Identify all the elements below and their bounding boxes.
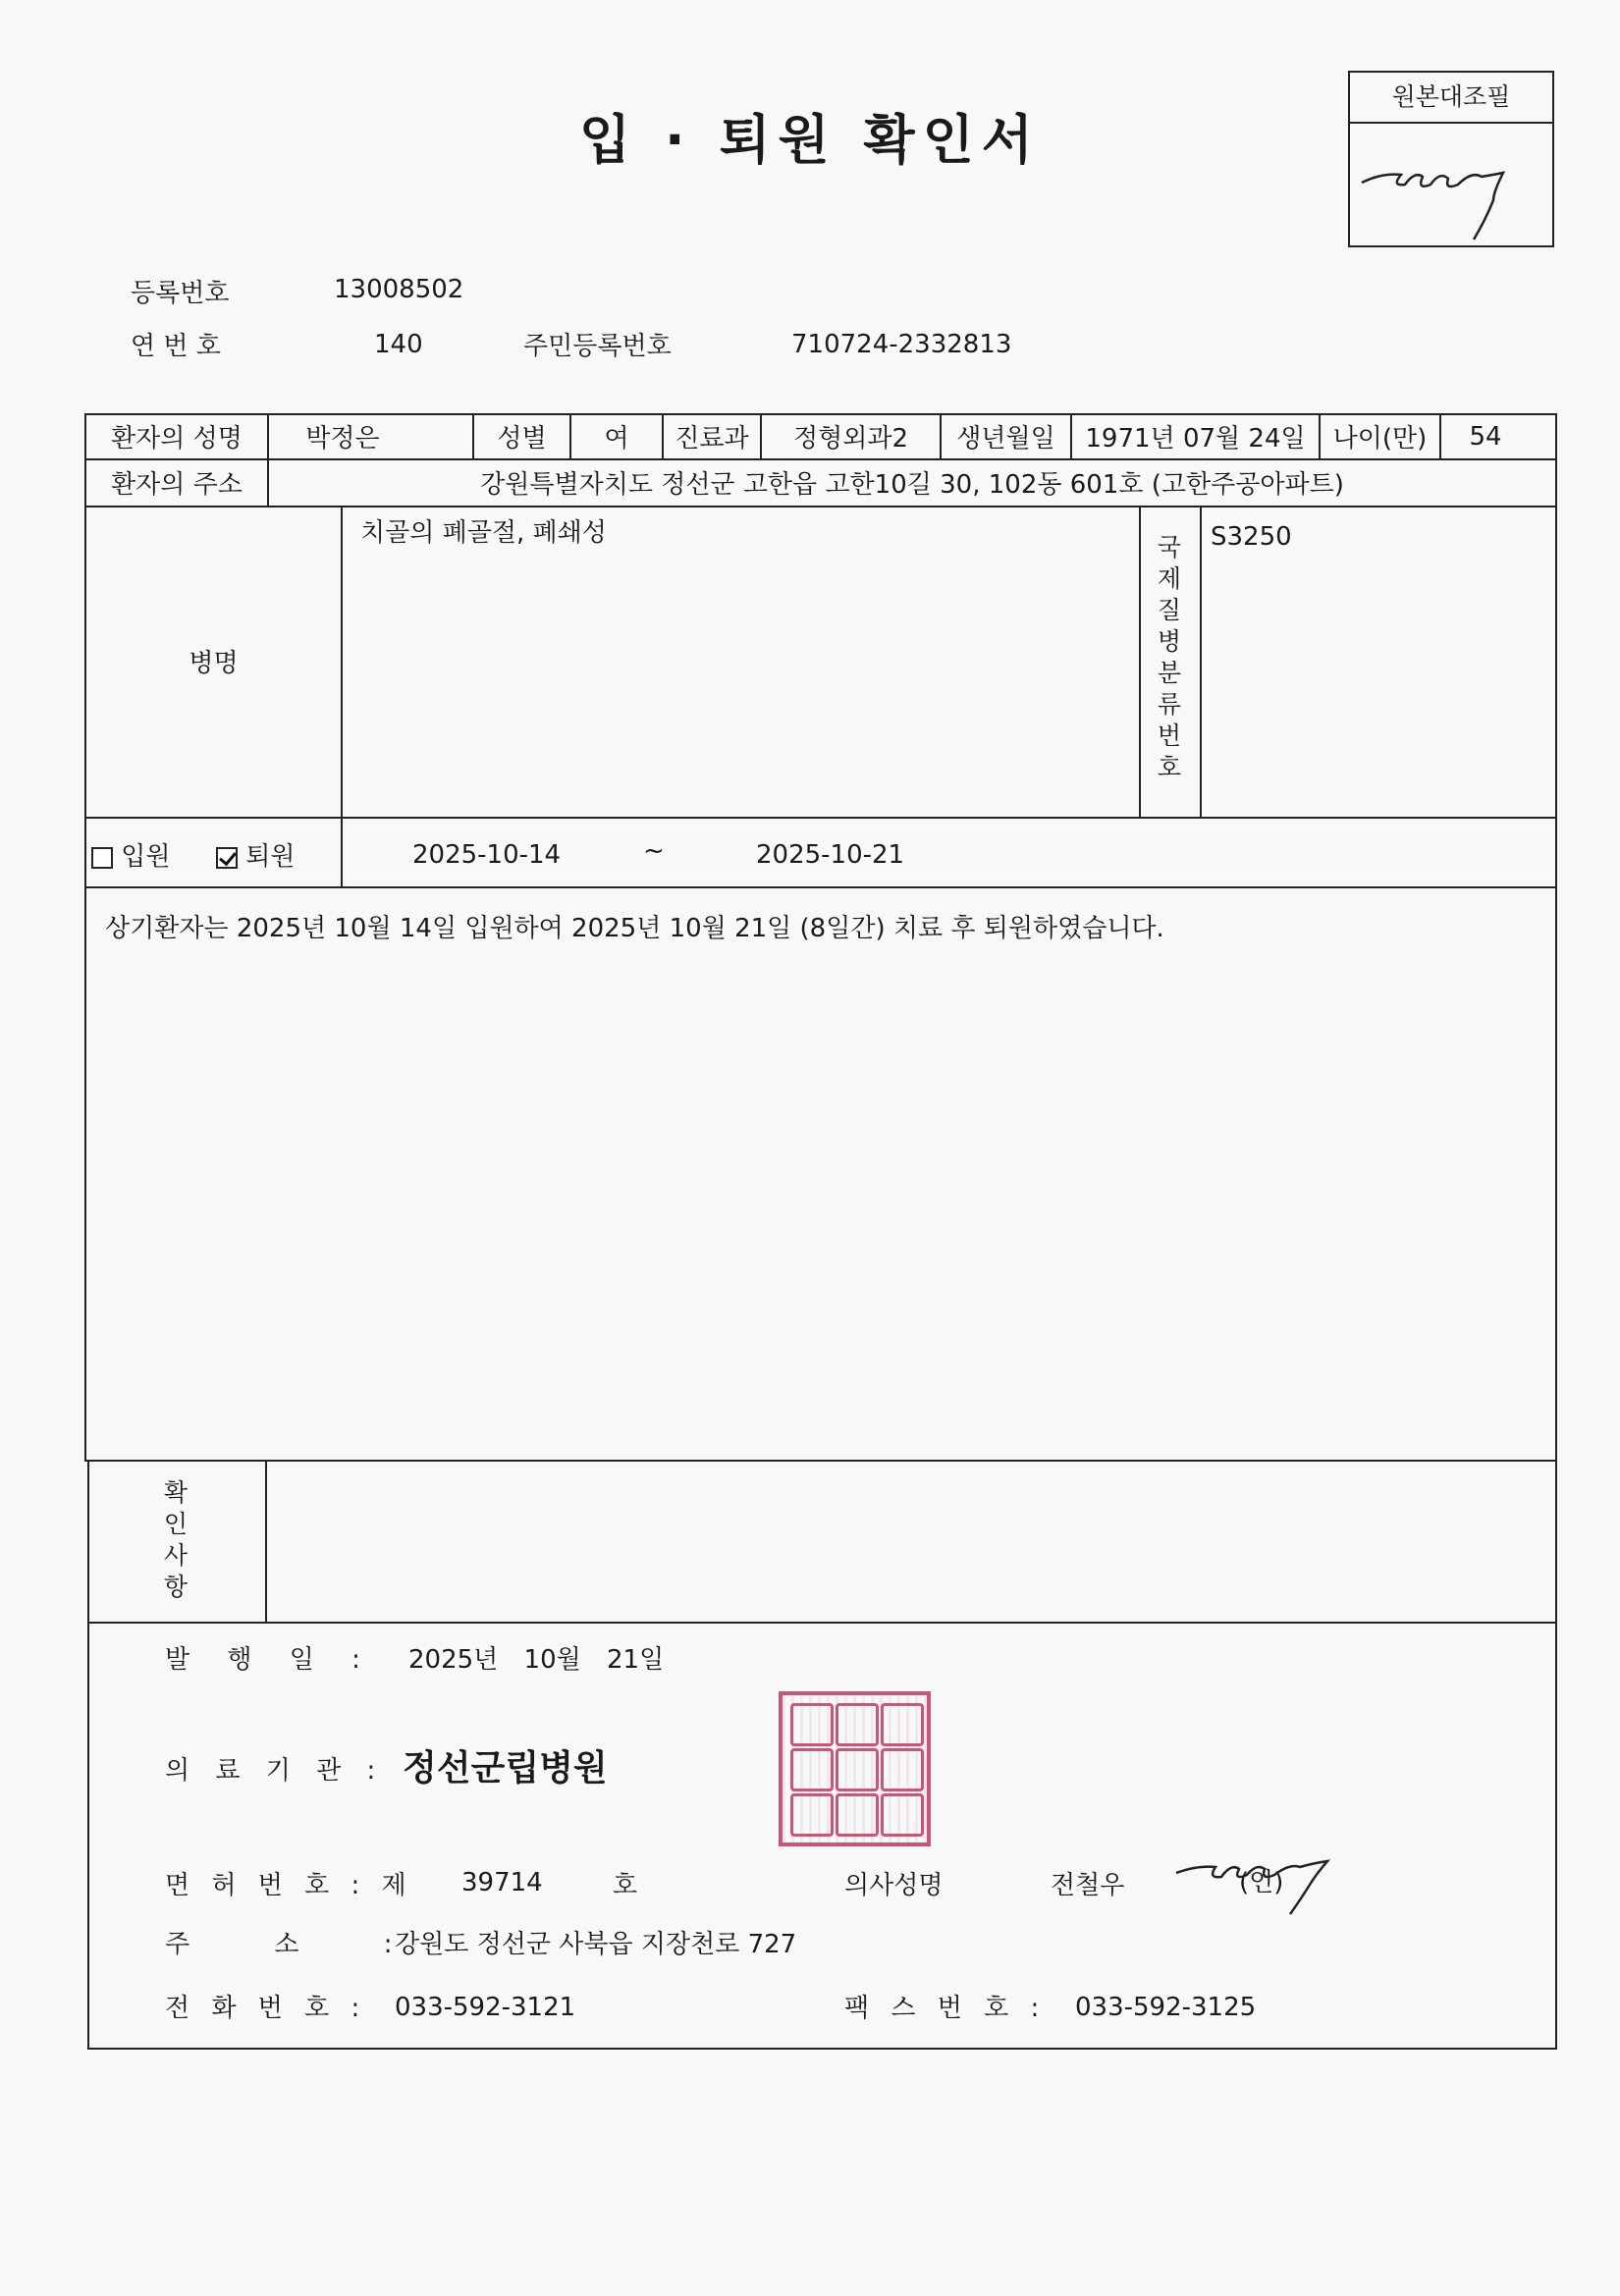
phone-number: 033-592-3121 [395, 1993, 576, 2022]
doctor-name: 전철우 [1051, 1871, 1125, 1900]
discharge-option [216, 836, 296, 873]
serial-label: 연 번 호 [131, 332, 221, 361]
stay-to: 2025-10-21 [756, 840, 905, 870]
original-verification-box [1348, 71, 1554, 247]
issue-date-label: 발 행 일 : [165, 1645, 360, 1675]
phone-label: 전 화 번 호 : [165, 1994, 360, 2023]
dob-label: 생년월일 [956, 424, 1055, 454]
table-rule [84, 506, 1557, 507]
age-label: 나이(만) [1332, 424, 1428, 454]
doctor-signature [1168, 1845, 1379, 1919]
sex-label: 성별 [497, 424, 547, 454]
fax-label: 팩 스 번 호 : [844, 1994, 1040, 2023]
license-number: 39714 [461, 1868, 543, 1897]
hospital-address: 강원도 정선군 사북읍 지장천로 727 [395, 1930, 797, 1959]
icd-label: 국제질병분류번호 [1157, 533, 1182, 781]
table-rule [1139, 506, 1141, 818]
table-rule [1200, 506, 1202, 818]
reg-no-value: 13008502 [334, 275, 464, 304]
table-rule [265, 1460, 267, 1623]
discharge-label: 퇴원 [245, 842, 296, 872]
rrn-value: 710724-2332813 [791, 330, 1012, 359]
doctor-seal-mark: (인) [1239, 1868, 1284, 1897]
table-border-left [84, 413, 86, 1461]
table-rule [84, 1460, 1557, 1462]
diagnosis-label: 병명 [189, 649, 239, 678]
table-rule [84, 817, 1557, 819]
age-value: 54 [1469, 422, 1502, 452]
institution-name: 정선군립병원 [403, 1748, 608, 1789]
table-border-bottom [87, 2048, 1557, 2050]
table-border-top [84, 413, 1557, 415]
reg-no-label: 등록번호 [131, 279, 230, 308]
table-border-left [87, 1460, 89, 2049]
stay-separator: ~ [643, 836, 665, 866]
table-border-right [1555, 413, 1557, 2049]
table-rule [84, 886, 1557, 888]
dob-value: 1971년 07월 24일 [1085, 424, 1306, 454]
doctor-label: 의사성명 [844, 1871, 944, 1900]
table-rule [87, 1622, 1557, 1624]
address-label: 환자의 주소 [111, 470, 243, 500]
confirm-label: 확인사항 [163, 1478, 189, 1601]
patient-name-label: 환자의 성명 [111, 424, 243, 454]
patient-address: 강원특별자치도 정선군 고한읍 고한10길 30, 102동 601호 (고한주공아파트) [480, 470, 1344, 500]
dept-label: 진료과 [675, 424, 749, 454]
table-rule [84, 458, 1557, 460]
rrn-label: 주민등록번호 [523, 332, 672, 361]
sex-value: 여 [604, 424, 629, 454]
page-title: 입 · 퇴원 확인서 [579, 109, 1041, 171]
institution-label: 의 료 기 관 : [165, 1756, 376, 1786]
hospital-address-label: 주 소 : [165, 1930, 393, 1959]
license-label: 면 허 번 호 : 제 [165, 1871, 406, 1900]
stay-from: 2025-10-14 [412, 840, 562, 870]
discharge-checkbox[interactable] [216, 847, 238, 869]
fax-number: 033-592-3125 [1075, 1993, 1257, 2022]
remarks-text: 상기환자는 2025년 10월 14일 입원하여 2025년 10월 21일 (8일간) 치료 후 퇴원하였습니다. [105, 914, 1164, 943]
verification-signature [1350, 124, 1552, 247]
issue-date: 2025년 10월 21일 [408, 1645, 665, 1675]
serial-value: 140 [374, 330, 423, 359]
icd-code: S3250 [1211, 522, 1292, 552]
diagnosis-name: 치골의 폐골절, 폐쇄성 [360, 518, 607, 548]
official-seal [779, 1691, 931, 1846]
admit-label: 입원 [121, 842, 171, 872]
admit-checkbox[interactable] [91, 847, 113, 869]
original-verification-label: 원본대조필 [1350, 73, 1552, 124]
table-rule [341, 506, 343, 888]
admit-option [91, 836, 171, 873]
patient-name: 박정은 [305, 424, 380, 454]
dept-value: 정형외과2 [792, 424, 908, 454]
license-suffix: 호 [613, 1871, 638, 1900]
